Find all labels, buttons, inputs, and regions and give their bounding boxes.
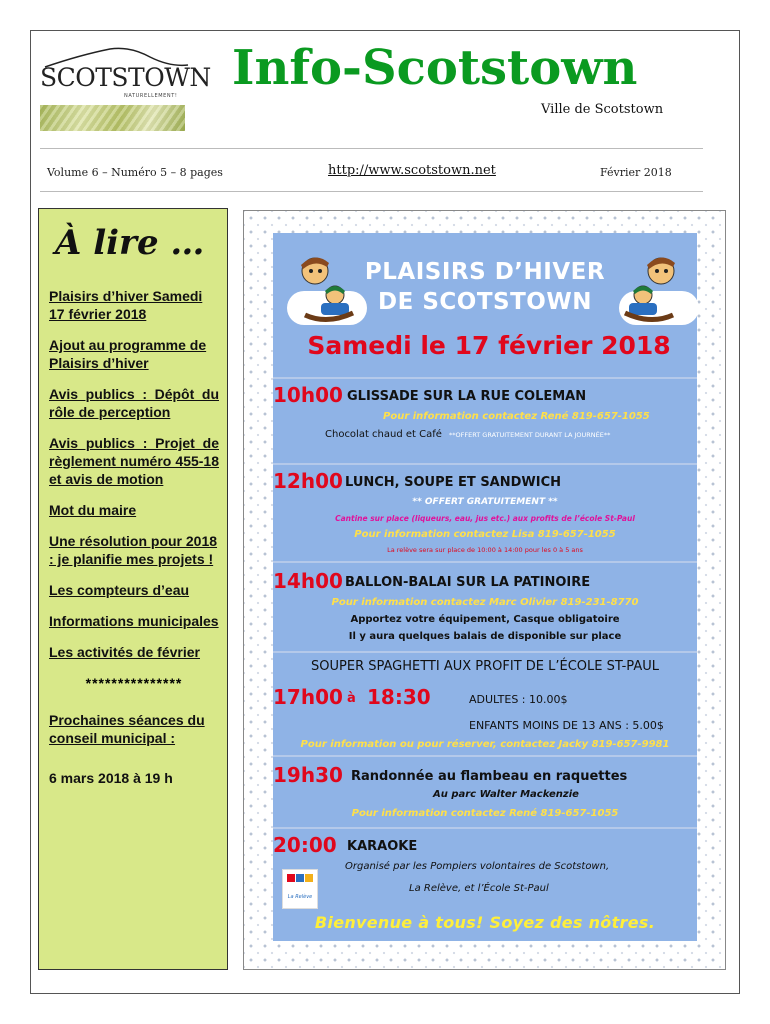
event-time: 20:00: [273, 833, 337, 857]
event-releve: La relève sera sur place de 10:00 à 14:00 pour les 0 à 5 ans: [387, 546, 583, 554]
sidebar-toc: [38, 208, 228, 970]
toc-item-ajout[interactable]: Ajout au programme de Plaisirs d’hiver: [49, 337, 207, 371]
toc-item-avis-perception[interactable]: Avis publics : Dépôt du rôle de perception: [49, 386, 219, 420]
toc-item-plaisirs[interactable]: Plaisirs d’hiver Samedi 17 février 2018: [49, 288, 203, 322]
separator: [273, 827, 697, 829]
logo-name: SCOTSTOWN: [40, 63, 211, 92]
toc-item-mot-maire[interactable]: Mot du maire: [49, 502, 137, 518]
toc-item-activites[interactable]: Les activités de février: [49, 644, 200, 660]
event-info: Pour information ou pour réserver, contactez Jacky 819-657-9981: [300, 739, 670, 750]
welcome-banner: Bienvenue à tous! Soyez des nôtres.: [314, 913, 656, 932]
la-releve-logo-text: La Relève: [287, 894, 313, 900]
price-adults: ADULTES : 10.00$: [469, 693, 568, 706]
masthead-subtitle: Ville de Scotstown: [541, 102, 664, 117]
event-info: Pour information contactez Lisa 819-657-1055: [354, 529, 616, 540]
separator-stars: ***************: [85, 675, 183, 691]
blocks-icon: [283, 870, 317, 890]
separator: [273, 463, 697, 465]
separator: [273, 651, 697, 653]
event-info: Pour information contactez René 819-657-1055: [383, 411, 650, 422]
issue-volume: Volume 6 – Numéro 5 – 8 pages: [47, 166, 223, 179]
event-name: BALLON-BALAI SUR LA PATINOIRE: [345, 575, 591, 590]
website-link[interactable]: http://www.scotstown.net: [328, 163, 496, 178]
council-date: 6 mars 2018 à 19 h: [49, 770, 173, 786]
toc-item-resolution[interactable]: Une résolution pour 2018 : je planifie mes projets !: [49, 533, 218, 567]
event-info: Pour information contactez Marc Olivier 819-231-8770: [331, 597, 639, 608]
event-time: 10h00: [273, 383, 343, 407]
event-time-end: 18:30: [367, 685, 431, 709]
separator: [273, 377, 697, 379]
masthead-title: Info-Scotstown: [232, 40, 638, 96]
event-time-start: 17h00: [273, 685, 343, 709]
sidebar-title: À lire …: [55, 223, 205, 263]
event-time: 19h30: [273, 763, 343, 787]
event-name: LUNCH, SOUPE ET SANDWICH: [345, 475, 562, 490]
organizers-line2: La Relève, et l’École St-Paul: [409, 883, 549, 894]
logo-leaf-banner: [40, 105, 185, 131]
event-time-separator: à: [347, 691, 356, 706]
event-place: Au parc Walter Mackenzie: [433, 789, 579, 800]
separator: [273, 561, 697, 563]
price-kids: ENFANTS MOINS DE 13 ANS : 5.00$: [469, 719, 664, 732]
event-time: 12h00: [273, 469, 343, 493]
la-releve-logo: [282, 869, 318, 909]
council-title: Prochaines séances du conseil municipal :: [49, 712, 205, 746]
toc-item-compteurs[interactable]: Les compteurs d’eau: [49, 582, 190, 598]
poster-panel: [273, 233, 697, 941]
separator: [273, 755, 697, 757]
event-heading: SOUPER SPAGHETTI AUX PROFIT DE L’ÉCOLE ST-PAUL: [311, 659, 659, 674]
event-info: Pour information contactez René 819-657-1055: [351, 808, 619, 819]
event-name: KARAOKE: [347, 839, 418, 854]
issue-date: Février 2018: [600, 166, 672, 179]
event-cantine: Cantine sur place (liqueurs, eau, jus etc.) aux profits de l’école St-Paul: [335, 514, 635, 523]
toc-item-informations[interactable]: Informations municipales: [49, 613, 219, 629]
logo-tagline: NATURELLEMENT!: [124, 93, 178, 99]
poster-title-line1: PLAISIRS D’HIVER: [364, 259, 606, 285]
header-rule-bottom: [40, 191, 703, 192]
event-offer: ** OFFERT GRATUITEMENT **: [412, 497, 558, 507]
poster-event-date: Samedi le 17 février 2018: [307, 331, 671, 360]
toc-list: [49, 287, 219, 787]
toc-item-avis-reglement[interactable]: Avis publics : Projet de règlement numéro 455-18 et avis de motion: [49, 435, 219, 487]
organizers-line1: Organisé par les Pompiers volontaires de Scotstown,: [345, 861, 610, 872]
event-note: Chocolat chaud et Café: [325, 429, 442, 440]
event-poster: [243, 210, 726, 970]
event-name: Randonnée au flambeau en raquettes: [351, 769, 628, 784]
poster-title-line2: DE SCOTSTOWN: [378, 289, 592, 315]
scotstown-logo: [40, 45, 211, 130]
event-name: GLISSADE SUR LA RUE COLEMAN: [347, 389, 587, 404]
event-line: Il y aura quelques balais de disponible sur place: [348, 631, 622, 642]
event-line: Apportez votre équipement, Casque obligatoire: [350, 614, 620, 625]
header-rule-top: [40, 148, 703, 149]
event-note-small: **OFFERT GRATUITEMENT DURANT LA JOURNÉE**: [449, 431, 611, 439]
event-time: 14h00: [273, 569, 343, 593]
